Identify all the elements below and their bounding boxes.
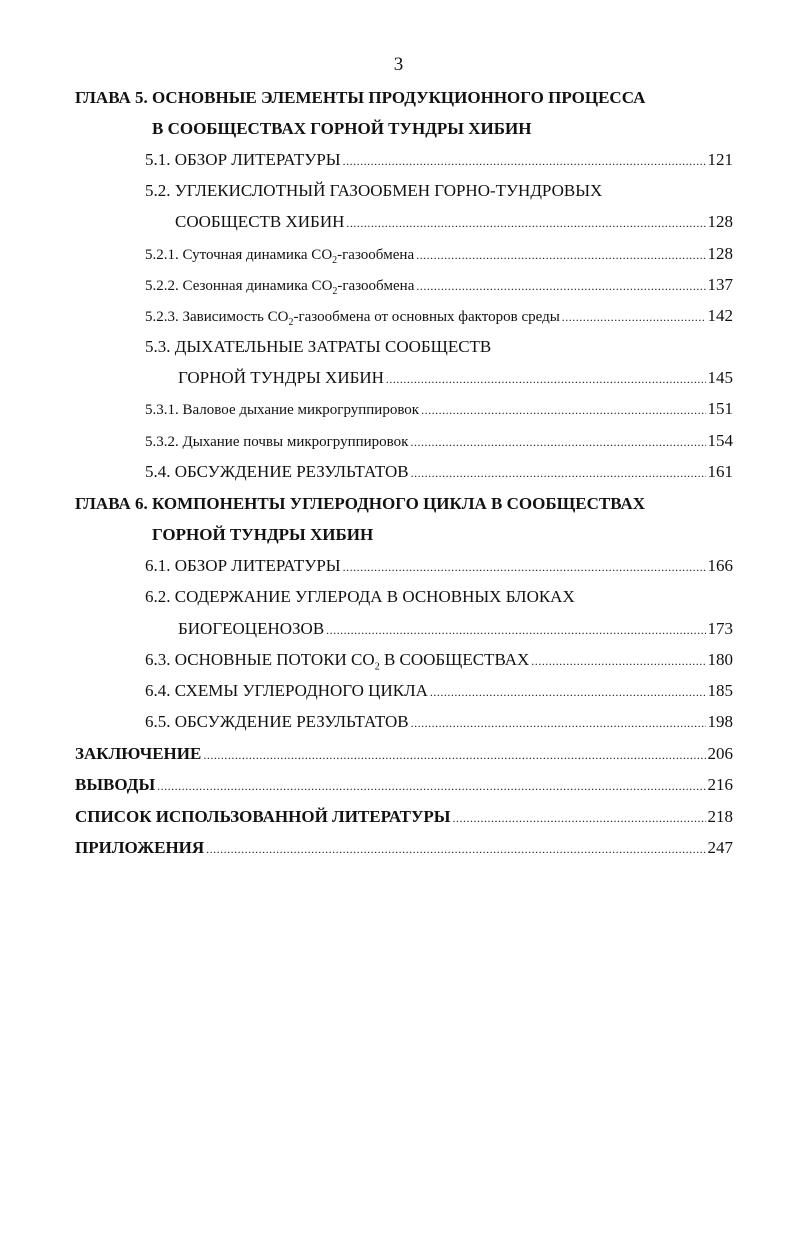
- chapter-6-heading-line-1: ГЛАВА 6. КОМПОНЕНТЫ УГЛЕРОДНОГО ЦИКЛА В СООБЩЕСТВАХ: [75, 494, 646, 513]
- toc-entry-6-2-line-1[interactable]: 6.2. СОДЕРЖАНИЕ УГЛЕРОДА В ОСНОВНЫХ БЛОКАХ: [145, 587, 575, 606]
- dot-leader: [386, 365, 706, 393]
- toc-entry-5-4[interactable]: [145, 458, 733, 486]
- toc-entry-page: 121: [707, 150, 733, 169]
- toc-entry-title: 5.2.3. Зависимость $CO_2$-газообмена от основных факторов среды: [145, 309, 560, 328]
- toc-entry-6-2[interactable]: [178, 615, 733, 643]
- toc-entry-title: ВЫВОДЫ: [75, 775, 156, 794]
- toc-entry-5-3-2[interactable]: [145, 427, 733, 455]
- dot-leader: [343, 147, 706, 175]
- toc-entry-title: ГОРНОЙ ТУНДРЫ ХИБИН: [178, 368, 384, 387]
- dot-leader: [346, 209, 705, 237]
- toc-entry-title: 6.4. СХЕМЫ УГЛЕРОДНОГО ЦИКЛА: [145, 681, 428, 700]
- toc-entry-5-2-2[interactable]: [145, 271, 733, 299]
- toc-entry-5-3-1[interactable]: [145, 395, 733, 423]
- toc-entry-5-2-1[interactable]: [145, 240, 733, 268]
- toc-entry-page: 180: [707, 650, 733, 669]
- toc-entry-page: 166: [707, 556, 733, 575]
- toc-entry-page: 173: [707, 619, 733, 638]
- toc-entry-title: 6.5. ОБСУЖДЕНИЕ РЕЗУЛЬТАТОВ: [145, 712, 409, 731]
- dot-leader: [416, 241, 705, 269]
- dot-leader: [157, 772, 705, 800]
- toc-entry-title: 5.2.1. Суточная динамика $CO_2$-газообмена: [145, 247, 415, 266]
- toc-entry-findings[interactable]: [75, 771, 733, 799]
- toc-entry-title: 6.1. ОБЗОР ЛИТЕРАТУРЫ: [145, 556, 341, 575]
- toc-entry-page: 151: [707, 399, 733, 418]
- toc-entry-page: 154: [707, 431, 733, 450]
- toc-entry-title: ПРИЛОЖЕНИЯ: [75, 838, 205, 857]
- dot-leader: [326, 616, 705, 644]
- toc-entry-title: 5.2.2. Сезонная динамика $CO_2$-газообмена: [145, 278, 415, 297]
- toc-entry-references[interactable]: [75, 803, 733, 831]
- page-number: 3: [393, 54, 404, 75]
- dot-leader: [343, 553, 706, 581]
- toc-entry-title: 6.3. ОСНОВНЫЕ ПОТОКИ $CO_2$ В СООБЩЕСТВАХ: [145, 650, 530, 673]
- toc-entry-page: 216: [707, 775, 733, 794]
- toc-entry-title: ЗАКЛЮЧЕНИЕ: [75, 744, 202, 763]
- toc-entry-page: 198: [707, 712, 733, 731]
- chapter-5-heading-line-2: В СООБЩЕСТВАХ ГОРНОЙ ТУНДРЫ ХИБИН: [152, 119, 532, 138]
- toc-entry-page: 206: [707, 744, 733, 763]
- chapter-5-heading-line-1: ГЛАВА 5. ОСНОВНЫЕ ЭЛЕМЕНТЫ ПРОДУКЦИОННОГО ПРОЦЕССА: [75, 88, 646, 107]
- toc-entry-5-2-3[interactable]: [145, 302, 733, 330]
- toc-entry-6-3[interactable]: [145, 646, 733, 674]
- toc-entry-title: 5.4. ОБСУЖДЕНИЕ РЕЗУЛЬТАТОВ: [145, 462, 409, 481]
- toc-entry-appendices[interactable]: [75, 834, 733, 862]
- toc-entry-5-3-line-1[interactable]: 5.3. ДЫХАТЕЛЬНЫЕ ЗАТРАТЫ СООБЩЕСТВ: [145, 337, 492, 356]
- toc-entry-6-5[interactable]: [145, 708, 733, 736]
- dot-leader: [203, 741, 705, 769]
- dot-leader: [562, 303, 706, 331]
- dot-leader: [411, 459, 706, 487]
- toc-entry-5-3[interactable]: [178, 364, 733, 392]
- toc-entry-page: 185: [707, 681, 733, 700]
- dot-leader: [453, 804, 706, 832]
- toc-entry-6-4[interactable]: [145, 677, 733, 705]
- toc-entry-page: 161: [707, 462, 733, 481]
- toc-entry-title: 5.3.2. Дыхание почвы микрогруппировок: [145, 434, 409, 450]
- toc-entry-title: СООБЩЕСТВ ХИБИН: [175, 212, 345, 231]
- dot-leader: [410, 428, 705, 456]
- toc-entry-page: 218: [707, 807, 733, 826]
- toc-entry-page: 145: [707, 368, 733, 387]
- toc-entry-6-1[interactable]: [145, 552, 733, 580]
- toc-entry-title: 5.3.1. Валовое дыхание микрогруппировок: [145, 402, 420, 418]
- toc-entry-title: 5.1. ОБЗОР ЛИТЕРАТУРЫ: [145, 150, 341, 169]
- toc-entry-5-2-line-1[interactable]: 5.2. УГЛЕКИСЛОТНЫЙ ГАЗООБМЕН ГОРНО-ТУНДРОВЫХ: [145, 181, 603, 200]
- dot-leader: [206, 835, 705, 863]
- toc-entry-title: СПИСОК ИСПОЛЬЗОВАННОЙ ЛИТЕРАТУРЫ: [75, 807, 451, 826]
- toc-entry-title: БИОГЕОЦЕНОЗОВ: [178, 619, 325, 638]
- dot-leader: [430, 678, 706, 706]
- toc-entry-5-1[interactable]: [145, 146, 733, 174]
- dot-leader: [421, 396, 705, 424]
- toc-entry-page: 128: [707, 212, 733, 231]
- toc-entry-page: 247: [707, 838, 733, 857]
- toc-entry-page: 142: [707, 306, 733, 325]
- dot-leader: [531, 647, 705, 675]
- chapter-6-heading-line-2: ГОРНОЙ ТУНДРЫ ХИБИН: [152, 525, 374, 544]
- toc-entry-conclusion[interactable]: [75, 740, 733, 768]
- toc-entry-5-2[interactable]: [175, 208, 733, 236]
- toc-entry-page: 128: [707, 244, 733, 263]
- dot-leader: [411, 709, 706, 737]
- toc-entry-page: 137: [707, 275, 733, 294]
- dot-leader: [416, 272, 705, 300]
